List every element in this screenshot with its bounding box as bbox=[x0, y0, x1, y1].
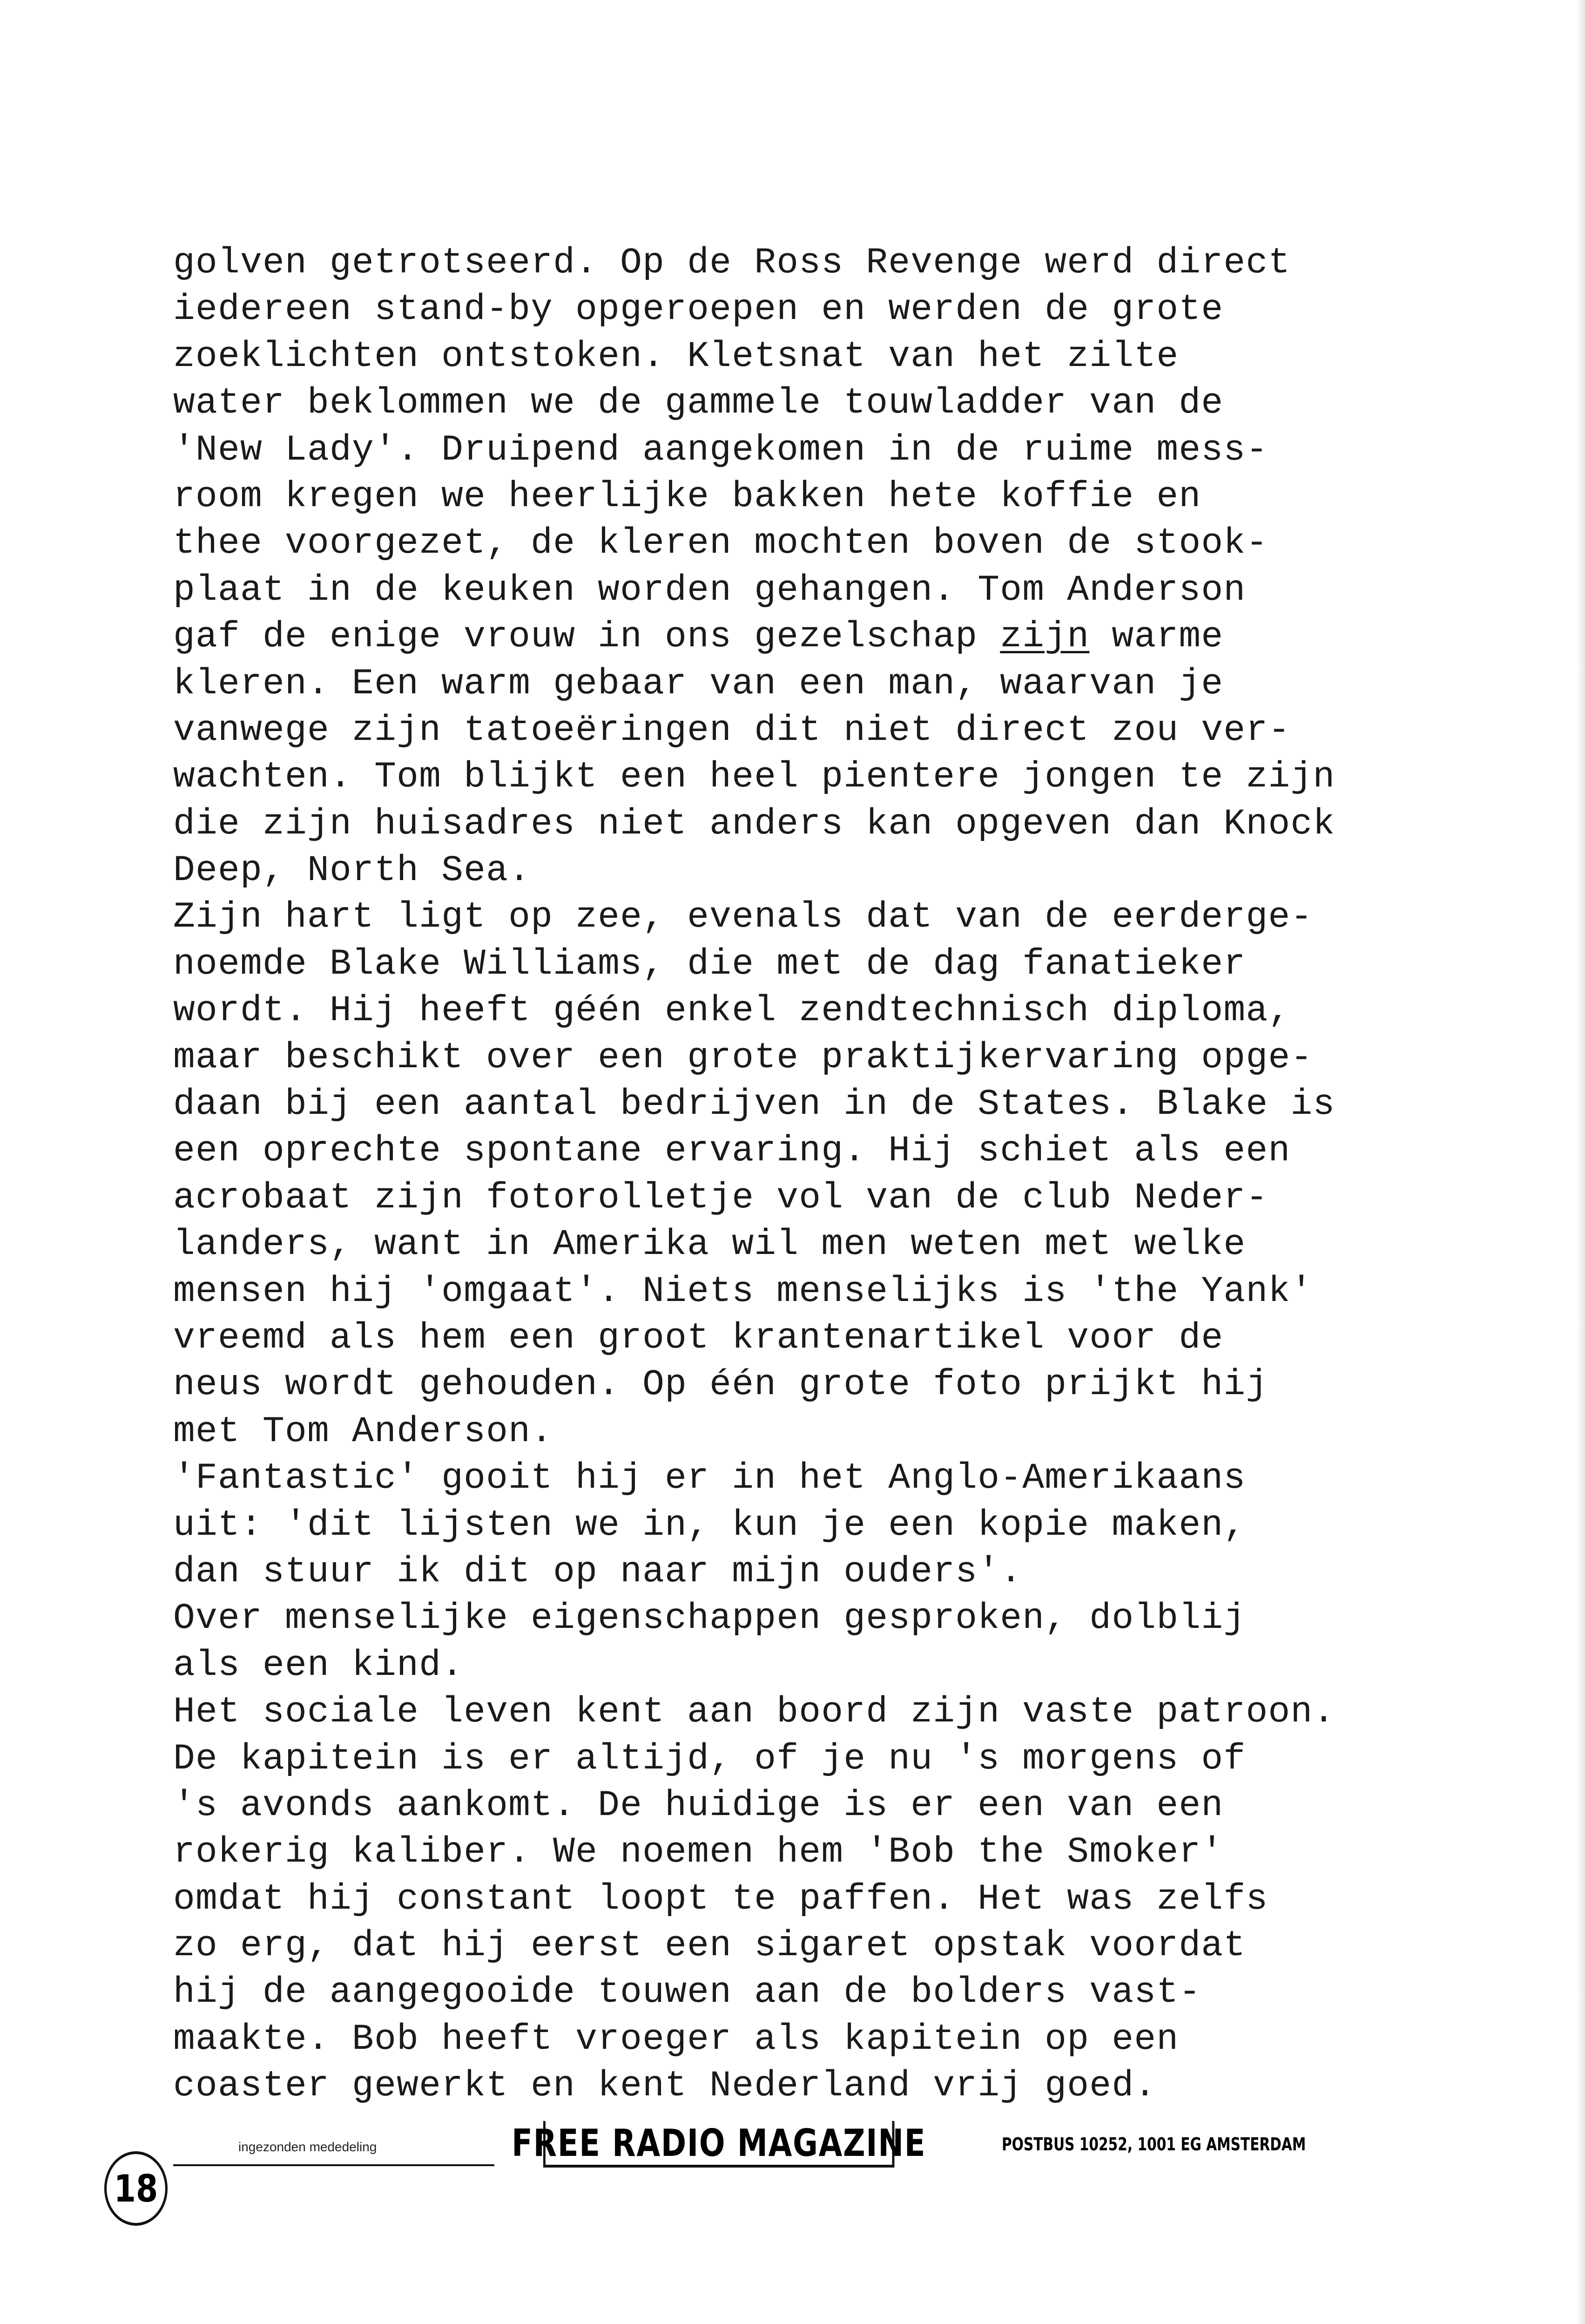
article-line: Deep, North Sea. bbox=[173, 850, 531, 892]
article-line: neus wordt gehouden. Op één grote foto prijkt hij bbox=[173, 1364, 1268, 1406]
article-line: De kapitein is er altijd, of je nu 's morgens of bbox=[173, 1738, 1246, 1780]
page-edge bbox=[1577, 0, 1585, 2324]
footer-caption: ingezonden mededeling bbox=[238, 2140, 377, 2154]
article-line: zoeklichten ontstoken. Kletsnat van het zilte bbox=[173, 336, 1179, 377]
article-line: wordt. Hij heeft géén enkel zendtechnisch diploma, bbox=[173, 990, 1291, 1032]
article-line: iedereen stand-by opgeroepen en werden de grote bbox=[173, 289, 1224, 331]
article-line: water beklommen we de gammele touwladder van de bbox=[173, 383, 1224, 424]
article-line: omdat hij constant loopt te paffen. Het was zelfs bbox=[173, 1878, 1268, 1920]
article-line: 's avonds aankomt. De huidige is er een van een bbox=[173, 1785, 1224, 1826]
advertisement-footer bbox=[173, 2121, 1532, 2177]
article-line: 'Fantastic' gooit hij er in het Anglo-Amerikaans bbox=[173, 1458, 1246, 1499]
article-line: thee voorgezet, de kleren mochten boven de stook- bbox=[173, 523, 1268, 564]
page-number-badge: 18 bbox=[104, 2151, 168, 2226]
article-line: wachten. Tom blijkt een heel pientere jongen te zijn bbox=[173, 757, 1335, 798]
article-line: acrobaat zijn fotorolletje vol van de club Neder- bbox=[173, 1177, 1268, 1219]
line-text-before: gaf de enige vrouw in ons gezelschap bbox=[173, 617, 1000, 658]
article-line: kleren. Een warm gebaar van een man, waarvan je bbox=[173, 663, 1224, 705]
article-line: vreemd als hem een groot krantenartikel voor de bbox=[173, 1317, 1224, 1359]
line-text-after: warme bbox=[1089, 617, 1224, 658]
article-body bbox=[173, 240, 1486, 2110]
article-line: Over menselijke eigenschappen gesproken, dolblij bbox=[173, 1598, 1246, 1640]
article-line: met Tom Anderson. bbox=[173, 1411, 553, 1452]
article-line: coaster gewerkt en kent Nederland vrij goed. bbox=[173, 2066, 1157, 2107]
article-line: rokerig kaliber. We noemen hem 'Bob the Smoker' bbox=[173, 1832, 1224, 1873]
article-line: vanwege zijn tatoeëringen dit niet direct zou ver- bbox=[173, 710, 1291, 751]
article-line: Zijn hart ligt op zee, evenals dat van de eerderge- bbox=[173, 897, 1313, 938]
article-line-underlined bbox=[173, 614, 1486, 660]
article-line: hij de aangegooide touwen aan de bolders vast- bbox=[173, 1972, 1201, 2013]
postal-address: POSTBUS 10252, 1001 EG AMSTERDAM bbox=[1002, 2134, 1306, 2155]
masthead-logo: FREE RADIO MAGAZINE bbox=[543, 2121, 894, 2168]
article-line: maakte. Bob heeft vroeger als kapitein op een bbox=[173, 2019, 1179, 2060]
article-line: landers, want in Amerika wil men weten met welke bbox=[173, 1224, 1246, 1266]
article-line: uit: 'dit lijsten we in, kun je een kopie maken, bbox=[173, 1504, 1246, 1546]
article-line: room kregen we heerlijke bakken hete koffie en bbox=[173, 476, 1201, 517]
article-line: dan stuur ik dit op naar mijn ouders'. bbox=[173, 1551, 1023, 1592]
article-line: die zijn huisadres niet anders kan opgeven dan Knock bbox=[173, 803, 1335, 845]
article-line: Het sociale leven kent aan boord zijn vaste patroon. bbox=[173, 1692, 1335, 1733]
article-line: plaat in de keuken worden gehangen. Tom Anderson bbox=[173, 569, 1246, 611]
article-line: een oprechte spontane ervaring. Hij schiet als een bbox=[173, 1131, 1291, 1172]
article-line: 'New Lady'. Druipend aangekomen in de ruime mess- bbox=[173, 429, 1268, 471]
article-line: mensen hij 'omgaat'. Niets menselijks is 'the Yank' bbox=[173, 1271, 1313, 1312]
underlined-word: zijn bbox=[1000, 617, 1090, 658]
article-line: golven getrotseerd. Op de Ross Revenge werd direct bbox=[173, 243, 1291, 284]
article-line: maar beschikt over een grote praktijkervaring opge- bbox=[173, 1037, 1313, 1078]
footer-rule bbox=[173, 2164, 494, 2166]
article-line: zo erg, dat hij eerst een sigaret opstak voordat bbox=[173, 1925, 1246, 1967]
article-line: noemde Blake Williams, die met de dag fanatieker bbox=[173, 943, 1246, 985]
article-line: daan bij een aantal bedrijven in de States. Blake is bbox=[173, 1084, 1335, 1125]
article-line: als een kind. bbox=[173, 1645, 464, 1686]
